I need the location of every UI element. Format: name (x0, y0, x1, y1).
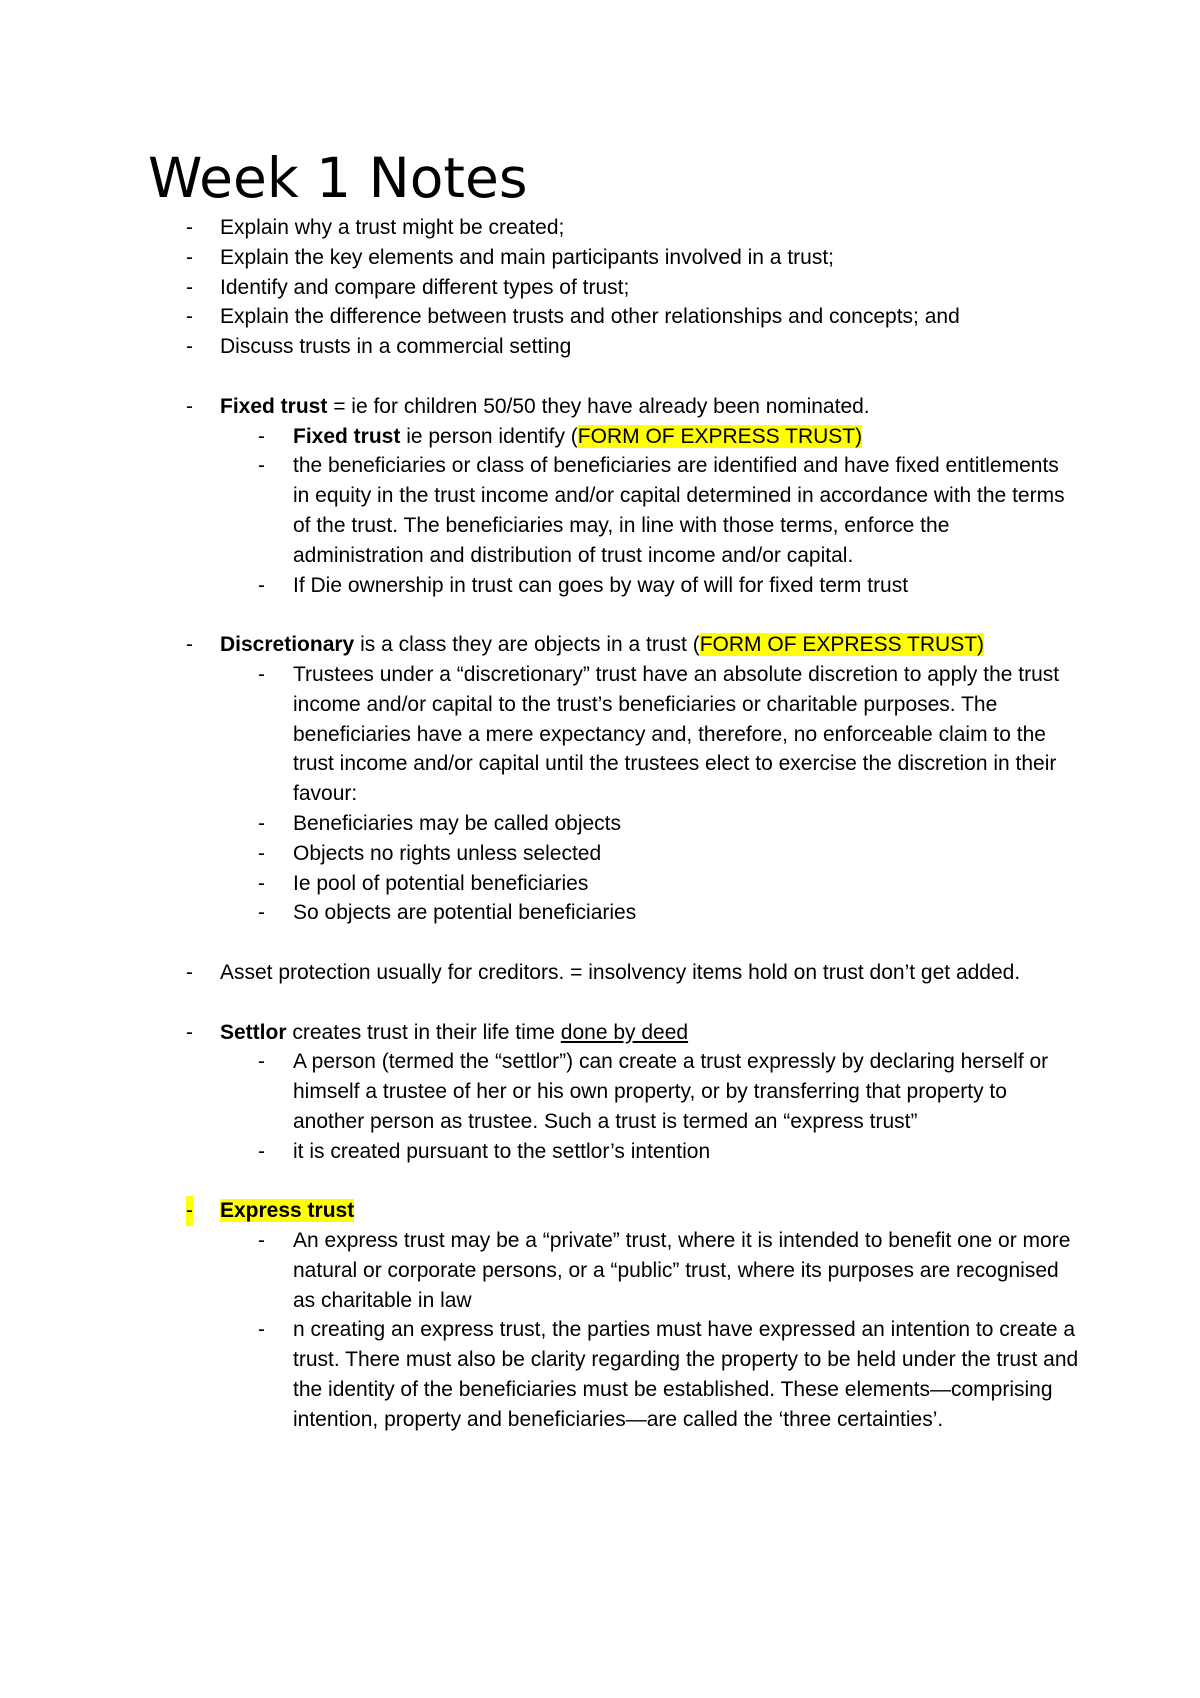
bullet-dash: - (186, 394, 193, 418)
discretionary-subitem: - Ie pool of potential beneficiaries (0, 869, 1200, 899)
highlighted-text: Express trust (220, 1199, 355, 1223)
bullet-dash: - (186, 216, 193, 239)
underlined-text: done by deed (560, 1020, 689, 1044)
bullet-dash: - (186, 335, 193, 359)
bullet-dash: - (258, 454, 265, 478)
fixed-trust-subitem: - If Die ownership in trust can goes by way of will for fixed term trust (0, 571, 1200, 601)
express-trust-subitem: - An express trust may be a “private” trust, where it is intended to benefit one or more natural or corporate persons, or a “public” trust, where its purposes are recognised as charitable in law (0, 1226, 1200, 1315)
settlor-subitem: - it is created pursuant to the settlor’s intention (0, 1137, 1200, 1167)
blank-line (0, 600, 1200, 630)
bullet-dash: - (258, 1229, 265, 1253)
express-trust-subitem: - n creating an express trust, the parties must have expressed an intention to create a trust. There must also be clarity regarding the property to be held under the trust and the identity of the beneficiaries must be established. These elements—comprising intention, property and beneficiaries—are called the ‘three certainties’. (0, 1315, 1200, 1434)
bullet-dash: - (258, 662, 265, 686)
bullet-dash: - (186, 305, 193, 329)
express-trust-item (0, 1196, 1200, 1226)
page-title: Week 1 Notes (148, 146, 528, 210)
bullet-dash: - (186, 245, 193, 269)
bullet-dash: - (258, 871, 265, 895)
fixed-trust-item: - Fixed trust = ie for children 50/50 they have already been nominated. (0, 392, 1200, 422)
bullet-dash: - (258, 901, 265, 925)
settlor-subitem: - A person (termed the “settlor”) can create a trust expressly by declaring herself or himself a trustee of her or his own property, or by transferring that property to another person as trustee. Such a trust is termed an “express trust” (0, 1047, 1200, 1136)
blank-line (0, 928, 1200, 958)
fixed-trust-subitem: - the beneficiaries or class of beneficiaries are identified and have fixed entitlements in equity in the trust income and/or capital determined in accordance with the terms of the trust. The beneficiaries may, in line with those terms, enforce the administration and distribution of trust income and/or capital. (0, 451, 1200, 570)
bullet-dash: - (258, 841, 265, 865)
bullet-dash: - (258, 811, 265, 835)
fixed-trust-subitem: - Fixed trust ie person identify (FORM OF EXPRESS TRUST) (0, 422, 1200, 452)
discretionary-subitem: - Trustees under a “discretionary” trust have an absolute discretion to apply the trust income and/or capital to the trust’s beneficiaries or charitable purposes. The beneficiaries have a mere expectancy and, therefore, no enforceable claim to the trust income and/or capital until the trustees elect to exercise the discretion in their favour: (0, 660, 1200, 809)
bullet-dash: - (186, 960, 193, 984)
discretionary-subitem: - Beneficiaries may be called objects (0, 809, 1200, 839)
bullet-dash: - (186, 275, 193, 299)
objective-item: - Discuss trusts in a commercial setting (0, 332, 1200, 362)
bullet-dash: - (186, 1196, 193, 1226)
blank-line (0, 1167, 1200, 1197)
bullet-dash: - (186, 1020, 193, 1044)
bullet-dash: - (258, 573, 265, 597)
bullet-dash: - (258, 424, 265, 448)
blank-line (0, 362, 1200, 392)
objective-item: - Explain the difference between trusts and other relationships and concepts; and (0, 302, 1200, 332)
discretionary-subitem: - So objects are potential beneficiaries (0, 898, 1200, 928)
highlighted-text: FORM OF EXPRESS TRUST) (699, 633, 985, 657)
notes-body (0, 213, 1200, 1435)
bullet-dash: - (258, 1050, 265, 1074)
bullet-dash: - (186, 633, 193, 657)
asset-protection-item: - Asset protection usually for creditors. = insolvency items hold on trust don’t get added. (0, 958, 1200, 988)
objective-item: - Identify and compare different types of trust; (0, 273, 1200, 303)
bullet-dash: - (258, 1139, 265, 1163)
bullet-dash: - (258, 1318, 265, 1342)
settlor-item: - Settlor creates trust in their life time done by deed (0, 1018, 1200, 1048)
objective-item: - Explain the key elements and main participants involved in a trust; (0, 243, 1200, 273)
discretionary-subitem: - Objects no rights unless selected (0, 839, 1200, 869)
objective-item: - Explain why a trust might be created; (0, 213, 1200, 243)
discretionary-item: - Discretionary is a class they are objects in a trust (FORM OF EXPRESS TRUST) (0, 630, 1200, 660)
blank-line (0, 988, 1200, 1018)
highlighted-text: FORM OF EXPRESS TRUST) (577, 424, 863, 448)
